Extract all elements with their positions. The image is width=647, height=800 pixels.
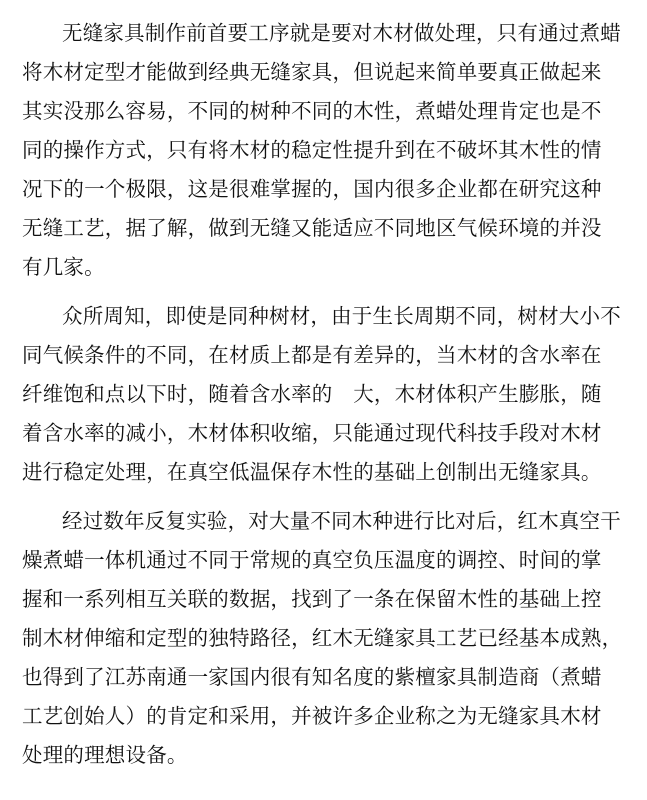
text-line: 握和一系列相互关联的数据，找到了一条在保留木性的基础上控 xyxy=(22,587,602,611)
text-line: 有几家。 xyxy=(22,255,105,279)
text-line: 制木材伸缩和定型的独特路径，红木无缝家具工艺已经基本成熟， xyxy=(22,626,623,650)
text-line: 无缝工艺，据了解，做到无缝又能适应不同地区气候环境的并没 xyxy=(22,216,602,240)
text-line: 工艺创始人）的肯定和采用，并被许多企业称之为无缝家具木材 xyxy=(22,704,602,728)
paragraph-1 xyxy=(22,14,647,287)
text-line: 同的操作方式，只有将木材的稳定性提升到在不破坏其木性的情 xyxy=(22,138,602,162)
text-line: 进行稳定处理，在真空低温保存木性的基础上创制出无缝家具。 xyxy=(22,460,602,484)
paragraph-2 xyxy=(22,297,647,492)
text-line: 同气候条件的不同，在材质上都是有差异的，当木材的含水率在 xyxy=(22,343,602,367)
text-line: 众所周知，即使是同种树材，由于生长周期不同，树材大小不 xyxy=(62,304,621,328)
text-line: 无缝家具制作前首要工序就是要对木材做处理，只有通过煮蜡 xyxy=(62,21,621,45)
text-line: 着含水率的减小，木材体积收缩，只能通过现代科技手段对木材 xyxy=(22,421,602,445)
text-line: 也得到了江苏南通一家国内很有知名度的紫檀家具制造商（煮蜡 xyxy=(22,665,602,689)
text-line: 将木材定型才能做到经典无缝家具，但说起来简单要真正做起来 xyxy=(22,60,602,84)
text-line: 处理的理想设备。 xyxy=(22,743,188,767)
paragraph-spacer xyxy=(22,287,647,297)
paragraph-3 xyxy=(22,502,647,775)
text-line: 况下的一个极限，这是很难掌握的，国内很多企业都在研究这种 xyxy=(22,177,602,201)
text-line: 燥煮蜡一体机通过不同于常规的真空负压温度的调控、时间的掌 xyxy=(22,548,602,572)
text-line: 经过数年反复实验，对大量不同木种进行比对后，红木真空干 xyxy=(62,509,621,533)
paragraph-spacer xyxy=(22,492,647,502)
text-line: 纤维饱和点以下时，随着含水率的 大，木材体积产生膨胀，随 xyxy=(22,382,602,406)
text-line: 其实没那么容易，不同的树种不同的木性，煮蜡处理肯定也是不 xyxy=(22,99,602,123)
